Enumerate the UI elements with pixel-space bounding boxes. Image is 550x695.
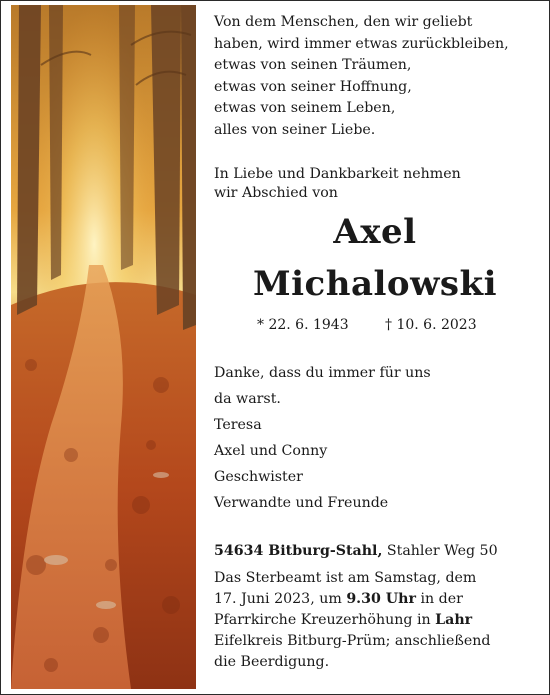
address-street: Stahler Weg 50 <box>382 543 498 559</box>
poem-line: alles von seiner Liebe. <box>214 121 376 138</box>
death-date: † 10. 6. 2023 <box>385 317 477 333</box>
poem-line: haben, wird immer etwas zurückbleiben, <box>214 35 509 52</box>
birth-date: * 22. 6. 1943 <box>257 317 349 333</box>
farewell-intro <box>214 165 536 203</box>
last-name: Michalowski <box>253 264 497 304</box>
poem-line: Von dem Menschen, den wir geliebt <box>214 14 473 30</box>
funeral-time: 9.30 Uhr <box>346 591 416 607</box>
church-place: Lahr <box>435 612 473 628</box>
first-name: Axel <box>333 212 417 252</box>
thanks-and-mourners <box>214 360 536 516</box>
mourner: Verwandte und Freunde <box>214 495 389 511</box>
poem-line: etwas von seiner Hoffnung, <box>214 78 412 95</box>
funeral-date: 17. Juni 2023, um <box>214 591 347 607</box>
mourner: Teresa <box>214 417 262 433</box>
intro-line: In Liebe und Dankbarkeit nehmen <box>214 166 461 182</box>
poem-line: etwas von seinen Träumen, <box>214 57 412 74</box>
poem <box>214 12 536 142</box>
mourner: Geschwister <box>214 469 303 485</box>
funeral-line: Eifelkreis Bitburg-Prüm; anschließend <box>214 633 491 649</box>
funeral-line <box>214 610 536 631</box>
family-address <box>214 541 544 562</box>
intro-line: wir Abschied von <box>214 185 338 201</box>
obituary-text <box>214 0 536 695</box>
poem-line: etwas von seinem Leben, <box>214 100 396 117</box>
mourner: Axel und Conny <box>214 443 328 459</box>
forest-path-photo <box>11 5 196 689</box>
funeral-text: in der <box>415 591 463 607</box>
funeral-line: die Beerdigung. <box>214 654 330 670</box>
funeral-line <box>214 589 536 610</box>
funeral-notice <box>214 568 536 673</box>
funeral-line: Das Sterbeamt ist am Samstag, dem <box>214 570 477 586</box>
forest-path-illustration <box>11 5 196 689</box>
thanks-line: Danke, dass du immer für uns <box>214 365 431 381</box>
thanks-line: da warst. <box>214 391 281 407</box>
church-name: Pfarrkirche Kreuzerhöhung in <box>214 612 436 628</box>
address-place: 54634 Bitburg-Stahl, <box>214 543 383 559</box>
deceased-name <box>214 206 536 310</box>
